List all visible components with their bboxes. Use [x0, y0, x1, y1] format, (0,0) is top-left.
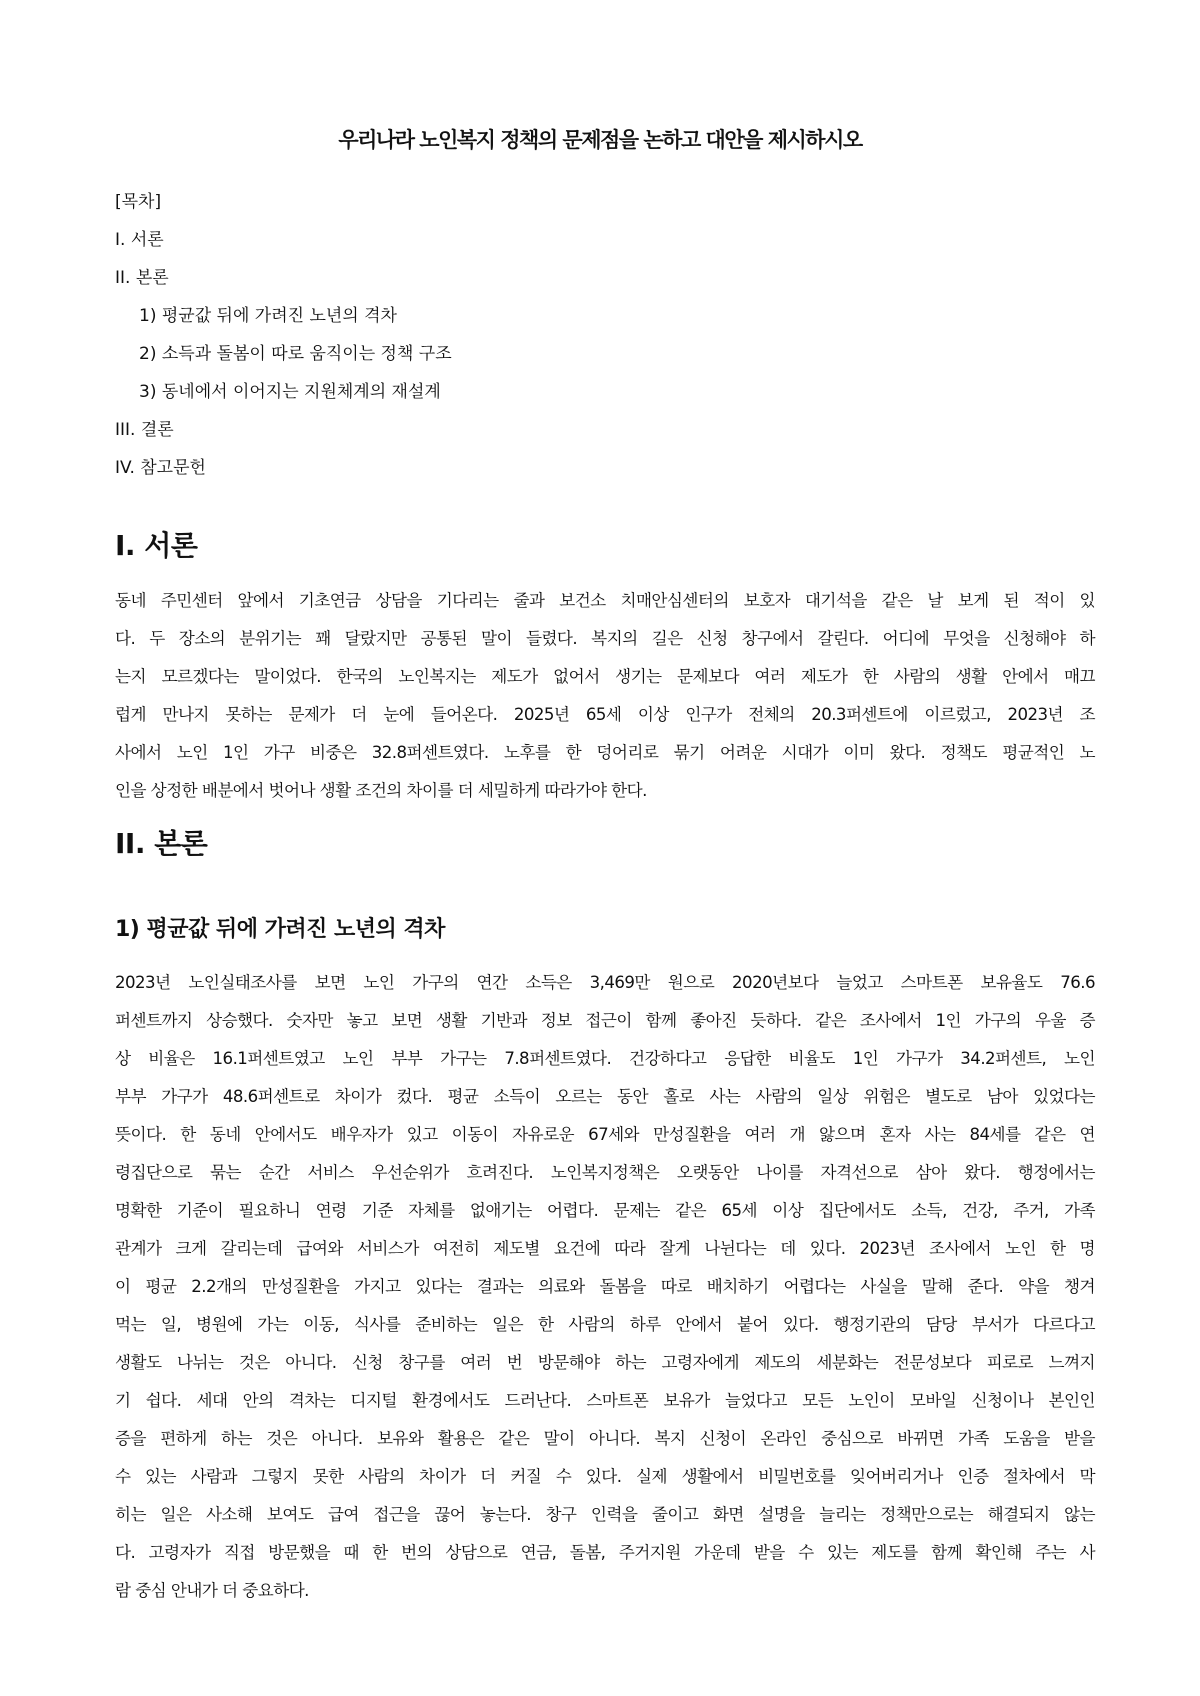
paragraph-line: 히는 일은 사소해 보여도 급여 접근을 끊어 놓는다. 창구 인력을 줄이고 화면 설명을 늘리는 정책만으로는 해결되지 않는: [115, 1505, 1095, 1524]
paragraph-line: 이 평균 2.2개의 만성질환을 가지고 있다는 결과는 의료와 돌봄을 따로 배치하기 어렵다는 사실을 말해 준다. 약을 챙겨: [115, 1277, 1095, 1296]
paragraph-line: 다. 두 장소의 분위기는 꽤 달랐지만 공통된 말이 들렸다. 복지의 길은 신청 창구에서 갈린다. 어디에 무엇을 신청해야 하: [115, 629, 1096, 648]
paragraph-line: 는지 모르겠다는 말이었다. 한국의 노인복지는 제도가 없어서 생기는 문제보다 여러 제도가 한 사람의 생활 안에서 매끄: [115, 667, 1095, 686]
paragraph-line: 뜻이다. 한 동네 안에서도 배우자가 있고 이동이 자유로운 67세와 만성질환을 여러 개 앓으며 혼자 사는 84세를 같은 연: [115, 1125, 1095, 1144]
paragraph-line: 관계가 크게 갈리는데 급여와 서비스가 여전히 제도별 요건에 따라 잘게 나뉜다는 데 있다. 2023년 조사에서 노인 한 명: [115, 1239, 1095, 1258]
toc-item-intro: I. 서론: [115, 230, 164, 250]
toc-item-body-2: 2) 소득과 돌봄이 따로 움직이는 정책 구조: [139, 344, 452, 364]
paragraph-line: 상 비율은 16.1퍼센트였고 노인 부부 가구는 7.8퍼센트였다. 건강하다고 응답한 비율도 1인 가구가 34.2퍼센트, 노인: [115, 1049, 1095, 1068]
toc-item-references: IV. 참고문헌: [115, 458, 206, 478]
paragraph-line: 사에서 노인 1인 가구 비중은 32.8퍼센트였다. 노후를 한 덩어리로 묶기 어려운 시대가 이미 왔다. 정책도 평균적인 노: [115, 743, 1095, 762]
toc-item-conclusion: III. 결론: [115, 420, 174, 440]
paragraph-line: 동네 주민센터 앞에서 기초연금 상담을 기다리는 줄과 보건소 치매안심센터의 보호자 대기석을 같은 날 보게 된 적이 있: [115, 591, 1095, 610]
paragraph-line: 부부 가구가 48.6퍼센트로 차이가 컸다. 평균 소득이 오르는 동안 홀로 사는 사람의 일상 위험은 별도로 남아 있었다는: [115, 1087, 1095, 1106]
paragraph-line: 명확한 기준이 필요하니 연령 기준 자체를 없애기는 어렵다. 문제는 같은 65세 이상 집단에서도 소득, 건강, 주거, 가족: [115, 1201, 1095, 1220]
paragraph-line: 수 있는 사람과 그렇지 못한 사람의 차이가 더 커질 수 있다. 실제 생활에서 비밀번호를 잊어버리거나 인증 절차에서 막: [115, 1467, 1095, 1486]
paragraph-line: 인을 상정한 배분에서 벗어나 생활 조건의 차이를 더 세밀하게 따라가야 한다.: [115, 781, 647, 800]
toc-item-body-1: 1) 평균값 뒤에 가려진 노년의 격차: [139, 306, 397, 326]
paragraph-line: 다. 고령자가 직접 방문했을 때 한 번의 상담으로 연금, 돌봄, 주거지원 가운데 받을 수 있는 제도를 함께 확인해 주는 사: [115, 1543, 1095, 1562]
toc-item-body-3: 3) 동네에서 이어지는 지원체계의 재설계: [139, 382, 441, 402]
toc-item-body: II. 본론: [115, 268, 169, 288]
intro-paragraph: [115, 582, 1095, 810]
paragraph-line: 람 중심 안내가 더 중요하다.: [115, 1581, 309, 1600]
toc-heading: [목차]: [115, 192, 162, 212]
document-title: 우리나라 노인복지 정책의 문제점을 논하고 대안을 제시하시오: [338, 128, 862, 152]
paragraph-line: 2023년 노인실태조사를 보면 노인 가구의 연간 소득은 3,469만 원으로 2020년보다 늘었고 스마트폰 보유율도 76.6: [115, 973, 1095, 992]
paragraph-line: 기 쉽다. 세대 안의 격차는 디지털 환경에서도 드러난다. 스마트폰 보유가 늘었다고 모든 노인이 모바일 신청이나 본인인: [115, 1391, 1095, 1410]
paragraph-line: 럽게 만나지 못하는 문제가 더 눈에 들어온다. 2025년 65세 이상 인구가 전체의 20.3퍼센트에 이르렀고, 2023년 조: [115, 705, 1095, 724]
paragraph-line: 생활도 나뉘는 것은 아니다. 신청 창구를 여러 번 방문해야 하는 고령자에게 제도의 세분화는 전문성보다 피로로 느껴지: [115, 1353, 1095, 1372]
body-subsection-1-paragraph: [115, 964, 1095, 1610]
paragraph-line: 퍼센트까지 상승했다. 숫자만 놓고 보면 생활 기반과 정보 접근이 함께 좋아진 듯하다. 같은 조사에서 1인 가구의 우울 증: [115, 1011, 1095, 1030]
intro-heading: I. 서론: [115, 529, 198, 562]
paragraph-line: 먹는 일, 병원에 가는 이동, 식사를 준비하는 일은 한 사람의 하루 안에서 붙어 있다. 행정기관의 담당 부서가 다르다고: [115, 1315, 1095, 1334]
body-heading: II. 본론: [115, 827, 208, 860]
paragraph-line: 증을 편하게 하는 것은 아니다. 보유와 활용은 같은 말이 아니다. 복지 신청이 온라인 중심으로 바뀌면 가족 도움을 받을: [115, 1429, 1095, 1448]
paragraph-line: 령집단으로 묶는 순간 서비스 우선순위가 흐려진다. 노인복지정책은 오랫동안 나이를 자격선으로 삼아 왔다. 행정에서는: [115, 1163, 1095, 1182]
body-subsection-1-heading: 1) 평균값 뒤에 가려진 노년의 격차: [115, 917, 445, 942]
